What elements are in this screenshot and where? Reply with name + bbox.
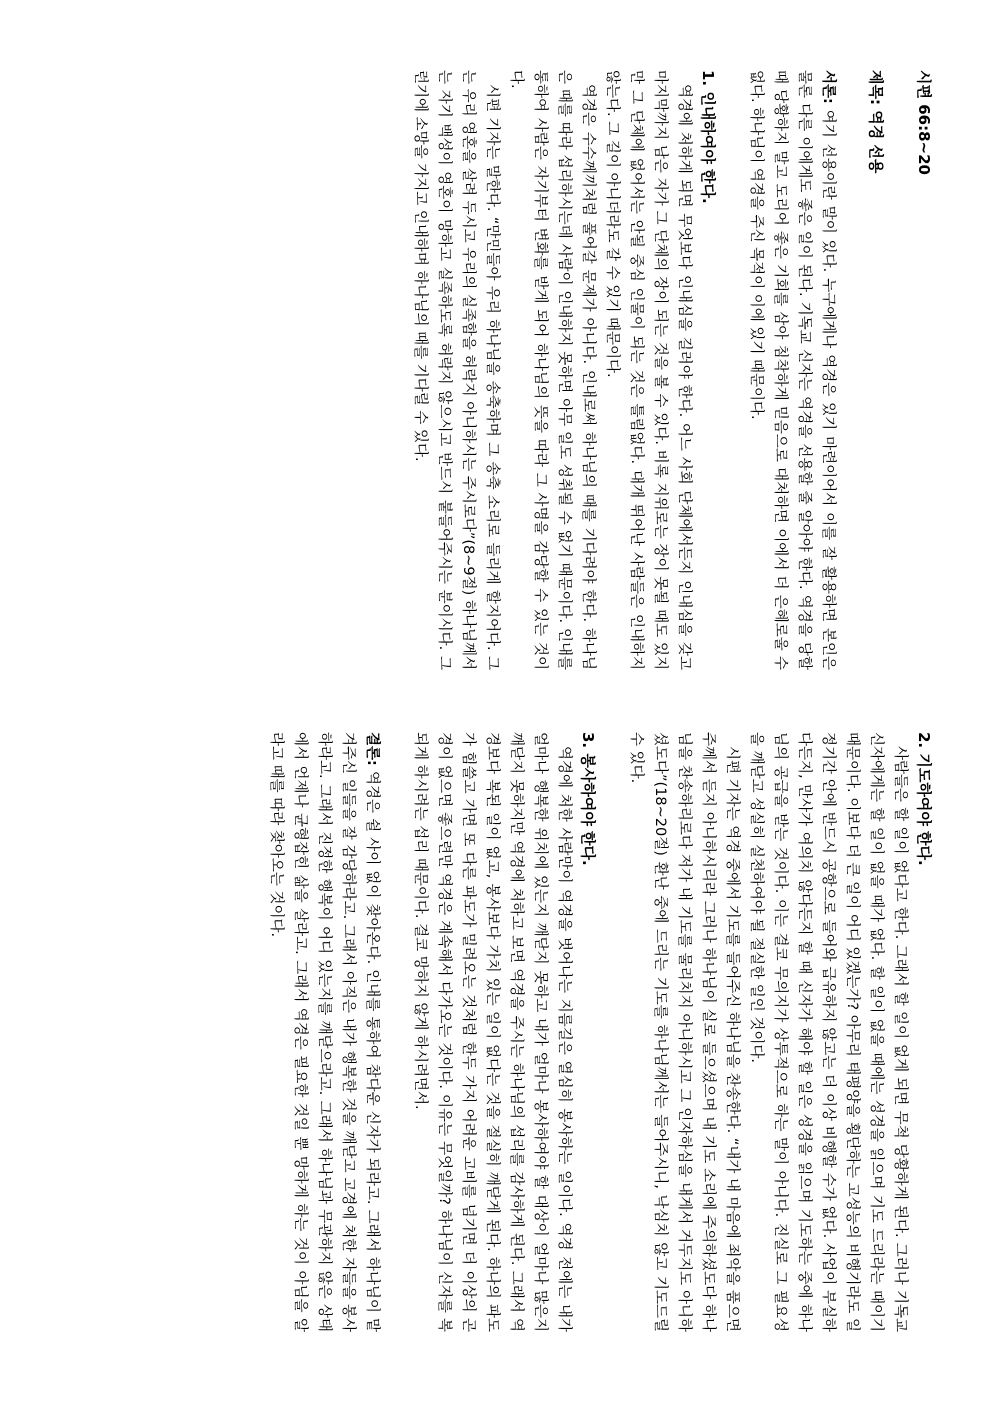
spacer [840, 70, 864, 670]
passage-reference: 시편 66:8~20 [915, 70, 933, 175]
section-1-paragraph-1: 역경에 처하게 되면 무엇보다 인내심을 길러야 한다. 어느 사회 단체에서든지 인내심을 갖고 마지막까지 남은 자가 그 단체의 장이 되는 것을 볼 수 있다. 비록 지위로는 장이 못될 때도 있지만 그 단체에 없어서는 안될 중심 인물이 되는 것은 틀림없다. 대개 뛰어난 사람들은 인내하지 않는다. 그 길이 아니더라도 갈 수 있기 때문이다. [604, 70, 692, 670]
intro-text: 여기 선용이란 말이 있다. 누구에게나 역경은 있기 마련이어서 이를 잘 활용하면 본인은 물론 다른 이에게도 좋은 일이 된다. 기독교 신자는 역경을 선용할 줄 알아야 한다. 역경을 당할 때 당황하지 말고 도리어 좋은 기회를 삼아 침착하게 믿음으로 대처하면 이에서 더 은혜로울 수 없다. 하나님이 역경을 주신 목적이 이에 있기 때문이다. [748, 70, 836, 670]
section-2-paragraph-2: 시편 기자는 역경 중에서 기도를 들어주신 하나님을 찬송한다. “내가 내 마음에 죄악을 품으면 주께서 듣지 아니하시리라 그러나 하나님이 실로 들으셨으며 내 기도 소리에 주의하셨도다 하나님을 찬송하리로다 저가 내 기도를 물리치지 아니하시고 그 인자하심을 내게서 거두지도 아니하셨도다”(18~20절) 환난 중에 드리는 기도를 하나님께서는 들어주시니, 낙심치 않고 기도드릴 수 있다. [628, 732, 740, 1332]
introduction [744, 70, 840, 670]
section-2-paragraph-1: 사람들은 할 일이 없다고 한다. 그래서 할 일이 없게 되면 무척 당황하게 된다. 그러나 기독교 신자에게는 할 일이 없을 때가 없다. 할 일이 없을 때에는 성경을 읽으며 기도 드리라는 때이기 때문이다. 이보다 더 큰 일이 어디 있겠는가? 아무리 태평양을 횡단하는 고성능의 비행기라도 일정기간 안에 반드시 공항으로 들어와 급유하지 않고는 더 이상 비행할 수가 없다. 사업이 부실하다든지, 만사가 여의치 않다든지 할 때 신자가 해야 할 일은 성경을 읽으며 기도하는 중에 하나님의 공급을 받는 것이다. 이는 결코 무의지가 상투적으로 하는 말이 아니다. 진실로 그 필요성을 깨닫고 성실히 실천하여야 될 절실한 일인 것이다. [748, 732, 908, 1332]
section-2-heading: 2. 기도하여야 한다. [915, 732, 933, 866]
spacer [384, 732, 408, 1332]
left-column [408, 70, 936, 670]
spacer [888, 70, 912, 670]
conclusion-label: 결론: [364, 732, 380, 766]
conclusion-text: 역경은 쉴 사이 없이 찾아온다. 인내를 통하여 참다운 신자가 되라고. 그래서 하나님이 맡겨주신 일들을 잘 감당하라고. 그래서 아직은 내가 행복한 것을 깨닫고 고경에 처한 자들을 봉사하라고. 그래서 진정한 행복이 어디 있는지를 깨닫으라고. 그래서 하나님과 무관하지 않은 상태에서 언제나 균형잡힌 삶을 살라고. 그래서 역경은 필요한 것일 뿐 망하게 하는 것이 아님을 알라고 때를 따라 찾아오는 것이다. [268, 732, 380, 1332]
section-1-paragraph-2: 역경은 수수께끼처럼 풀어갈 문제가 아니다. 인내로써 하나님의 때를 기다려야 한다. 하나님은 때를 따라 섭리하시는데 사람이 인내하지 못하면 아무 일도 성취될 수 없기 때문이다. 인내를 통하여 사람은 자기부터 변화를 받게 되어 하나님의 뜻을 따라 그 사명을 감당할 수 있는 것이다. [508, 70, 596, 670]
intro-label: 서론: [820, 70, 836, 104]
section-3-paragraph-1: 역경에 처한 사람만이 역경을 벗어나는 지름길은 열심히 봉사하는 일이다. 역경 전에는 내가 얼마나 행복한 위치에 있는지 깨닫지 못하고 내가 얼마나 봉사하여야 할 대상이 얼마나 많은지 깨닫지 못하지만 역경에 처하고 보면 역경을 주시는 하나님의 섭리를 감사하게 된다. 그래서 역경보다 복된 일이 없고, 봉사보다 가치 있는 일이 없다는 것을 절실히 깨닫게 된다. 하나의 파도가 힘쓸고 가면 또 다른 파도가 밀려오는 것처럼 한두 가지 어려운 고비를 넘기면 더 이상의 곤경이 없으면 좋으련만 역경은 계속해서 다가오는 것이다. 이유는 무엇일까? 하나님이 신자를 복되게 하시려는 섭리 때문이다. 결코 망하지 않게 하시려면서. [412, 732, 572, 1332]
right-column [264, 732, 936, 1332]
section-1-paragraph-3: 시편 기자는 말한다. “만민들아 우리 하나님을 송축하며 그 송축 소리로 들리게 할지어다. 그는 우리 영혼을 살려 두시고 우리의 실족함을 허락지 아니하시는 주시로다”(8~9절) 하나님께서는 자기 백성이 영혼이 망하고 실족하도록 허락지 않으시고 반드시 붙들어주시는 분이시다. 그런기에 소망을 가지고 인내하며 하나님의 때를 기다릴 수 있다. [412, 70, 500, 670]
conclusion [264, 732, 384, 1332]
sermon-title: 제목: 역경 선용 [867, 70, 885, 174]
section-1-heading: 1. 인내하여야 한다. [699, 70, 717, 204]
section-3-heading: 3. 봉사하여야 한다. [579, 732, 597, 866]
